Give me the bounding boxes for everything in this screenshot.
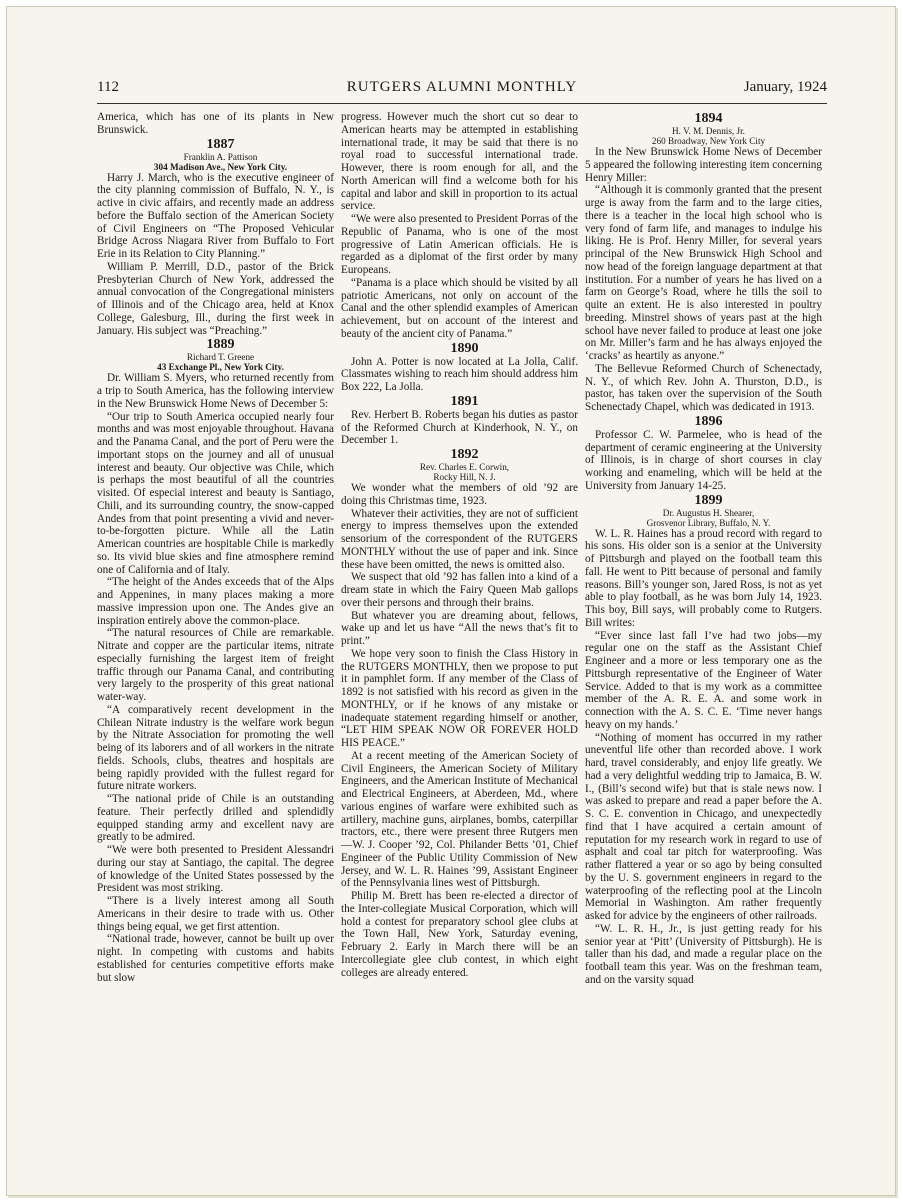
class-year-heading: 1890: [450, 340, 479, 356]
issue-date: January, 1924: [743, 79, 827, 95]
news-paragraph: “W. L. R. H., Jr., is just getting ready for his senior year at ‘Pitt’ (University of Pittsburgh). He is taller than his dad, and made a regular place on the football team this year. Was on the freshman team, and on the varsity squad: [585, 922, 822, 986]
news-paragraph: Rev. Herbert B. Roberts began his duties as pastor of the Reformed Church at Kinderhook, N. Y., on December 1.: [341, 408, 578, 447]
class-year-heading: 1892: [450, 447, 479, 462]
column-middle: [341, 111, 578, 979]
news-paragraph: “Panama is a place which should be visited by all patriotic Americans, not only on account of the Canal and the other splendid examples of American achievement, but on account of the interest and beauty of the ancient city of Panama.”: [341, 276, 578, 340]
class-year-heading: 1899: [694, 492, 723, 508]
news-paragraph: Whatever their activities, they are not of sufficient energy to impress themselves upon the extended sensorium of the correspondent of the RUTGERS MONTHLY without the use of paper and ink. Since these have been omitted, the news is omitted also.: [341, 507, 578, 571]
news-paragraph: We hope very soon to finish the Class History in the RUTGERS MONTHLY, then we propose to put it in pamphlet form. If any member of the Class of 1892 is not satisfied with his record as given in the MONTHLY, or if he knows of any mistake or inadequate statement regarding himself or another, “LET HIM SPEAK NOW OR FOREVER HOLD HIS PEACE.”: [341, 647, 578, 749]
class-secretary-name: H. V. M. Dennis, Jr.: [672, 126, 745, 136]
news-paragraph: William P. Merrill, D.D., pastor of the Brick Presbyterian Church of New York, addressed the annual convocation of the Congregational ministers of Illinois and of the Chicago area, held at Knox College, Galesburg, Ill., during the first week in January. His subject was “Preaching.”: [97, 260, 334, 337]
news-paragraph: The Bellevue Reformed Church of Schenectady, N. Y., of which Rev. John A. Thurston, D.D., is pastor, has taken over the supervision of the South Schenectady Chapel, which was dedicated in 1913.: [585, 362, 822, 413]
news-paragraph: We wonder what the members of old ’92 are doing this Christmas time, 1923.: [341, 482, 578, 507]
header-rule: [97, 103, 827, 104]
news-paragraph: “The natural resources of Chile are remarkable. Nitrate and copper are the particular items, nitrate especially furnishing the largest item of freight traffic through our Panama Canal, and contributing very largely to the prosperity of this great national water-way.: [97, 627, 334, 703]
class-secretary-address: Rocky Hill, N. J.: [433, 472, 496, 482]
news-paragraph: Harry J. March, who is the executive engineer of the city planning commission of Buffalo, N. Y., is active in civic affairs, and recently made an address before the Buffalo section of the American Society of Civil Engineers on “The Proposed Vehicular Bridge Across Niagara River from Buffalo to Fort Erie in its Relation to City Planning.”: [97, 171, 334, 260]
news-paragraph: At a recent meeting of the American Society of Civil Engineers, the American Society of Military Engineers, and the American Institute of Mechanical and Electrical Engineers, at Aberdeen, Md., where various engines of warfare were exhibited such as artillery, machine guns, airplanes, bombs, caterpillar tractors, etc., there were present three Rutgers men—W. J. Cooper ’92, Col. Philander Betts ’01, Chief Engineer of the Public Utility Commission of New Jersey, and W. L. R. Haines ’99, Assistant Engineer of the Pennsylvania lines west of Pittsburgh.: [341, 749, 578, 890]
news-paragraph: “A comparatively recent development in the Chilean Nitrate industry is the welfare work begun by the Nitrate Association for promoting the well being of its laborers and of all workers in the nitrate fields. Schools, clubs, theatres and hospitals are being rapidly provided with the fullest regard for future nitrate workers.: [97, 703, 334, 793]
news-paragraph: Professor C. W. Parmelee, who is head of the department of ceramic engineering at the University of Illinois, is in charge of short courses in clay working and enameling, which will be held at the University from January 14-25.: [585, 428, 822, 492]
news-paragraph: America, which has one of its plants in New Brunswick.: [97, 111, 334, 136]
news-paragraph: “The height of the Andes exceeds that of the Alps and Appenines, in many places making a more massive impression upon one. The Andes give an inspiration entirely above the common-place.: [97, 576, 334, 627]
column-right: [585, 111, 822, 987]
news-paragraph: “Nothing of moment has occurred in my rather uneventful life other than recorded above. I work hard, travel considerably, and enjoy life greatly. We had a very delightful wedding trip to Jamaica, B. W. I., (Bill’s second wife) but that is stale news now. I was asked to prepare and read a paper before the A. S. C. E. convention in Chicago, and unexpectedly find that I have acquired a certain amount of reputation for my research work in regard to use of asphalt and coal tar pitch for waterproofing. Was rather flattered a year or so ago by being consulted by the U. S. government engineers in regard to the waterproofing of the reflecting pool at the Lincoln Memorial in Washington. Am rather frequently asked for advice by the engineers of other railroads.: [585, 731, 822, 922]
magazine-page: [6, 6, 896, 1196]
news-paragraph: “We were also presented to President Porras of the Republic of Panama, who is one of the most progressive of Latin American officials. He is regarded as a diplomat of the first order by many Europeans.: [341, 213, 578, 276]
news-paragraph: “The national pride of Chile is an outstanding feature. Their perfectly drilled and splendidly equipped standing army and excellent navy are greatly to be admired.: [97, 793, 334, 844]
class-secretary-address: 304 Madison Ave., New York City.: [153, 161, 288, 172]
class-year-heading: 1896: [694, 413, 723, 429]
class-year-heading: 1894: [694, 111, 723, 126]
news-paragraph: Dr. William S. Myers, who returned recently from a trip to South America, has the following interview in the New Brunswick Home News of December 5:: [97, 372, 334, 410]
news-paragraph: Philip M. Brett has been re-elected a director of the Inter-collegiate Musical Corporation, which will hold a contest for preparatory school glee clubs at the Town Hall, New York, Saturday evening, February 2. Early in March there will be an Intercollegiate glee club contest, in which eight colleges are already entered.: [341, 890, 578, 979]
news-paragraph: “Ever since last fall I’ve had two jobs—my regular one on the staff as the Assistant Chief Engineer and a more or less temporary one as the Pittsburgh representative of the Engineer of Water Service. Added to that is my work as a committee member of the A. R. E. A. and some work in connection with the A. S. C. E. ‘Time never hangs heavy on my hands.’: [585, 629, 822, 731]
news-paragraph: W. L. R. Haines has a proud record with regard to his sons. His older son is a senior at the University of Pittsburgh and played on the football team this fall. He went to Pitt because of personal and family reasons. Bill’s younger son, Jared Ross, is not as yet able to play football, as he was born July 14, 1923. This boy, Bill says, will probably come to Rutgers. Bill writes:: [585, 527, 822, 629]
class-secretary-name: Franklin A. Pattison: [183, 151, 258, 162]
class-secretary-address: Grosvenor Library, Buffalo, N. Y.: [646, 517, 771, 528]
news-paragraph: progress. However much the short cut so dear to American hearts may be attempted in establishing international trade, it may be said that there is no royal road to successful international trade. However, there is room enough for all, and the North American will find a welcome both for his capital and labor and skill in proportion to its actual service.: [341, 111, 578, 213]
class-year-heading: 1891: [450, 393, 479, 409]
class-secretary-name: Rev. Charles E. Corwin,: [419, 462, 510, 472]
news-paragraph: “We were both presented to President Alessandri during our stay at Santiago, the capital. The degree of knowledge of the United States possessed by the President was most striking.: [97, 844, 334, 895]
news-paragraph: But whatever you are dreaming about, fellows, wake up and let us have “All the news that’s fit to print.”: [341, 609, 578, 647]
page-number: 112: [97, 79, 119, 95]
class-secretary-address: 260 Broadway, New York City: [651, 136, 766, 146]
news-paragraph: We suspect that old ’92 has fallen into a kind of a dream state in which the Fairy Queen Mab gallops over their persons and through their brains.: [341, 571, 578, 609]
class-secretary-name: Dr. Augustus H. Shearer,: [662, 507, 755, 518]
column-left: [97, 111, 334, 984]
class-year-heading: 1889: [206, 337, 235, 353]
news-paragraph: “There is a lively interest among all South Americans in their desire to trade with us. Other things being equal, we get first attention.: [97, 895, 334, 933]
class-secretary-address: 43 Exchange Pl., New York City.: [157, 362, 284, 373]
news-paragraph: John A. Potter is now located at La Jolla, Calif. Classmates wishing to reach him should address him Box 222, La Jolla.: [341, 355, 578, 393]
news-paragraph: In the New Brunswick Home News of December 5 appeared the following interesting item concerning Henry Miller:: [585, 146, 822, 184]
news-paragraph: “National trade, however, cannot be built up over night. In competing with customs and habits established for centuries competitive efforts make but slow: [97, 933, 334, 984]
running-header: [97, 79, 827, 99]
publication-title: RUTGERS ALUMNI MONTHLY: [346, 79, 578, 95]
class-secretary-name: Richard T. Greene: [186, 352, 255, 363]
news-paragraph: “Our trip to South America occupied nearly four months and was most enjoyable throughout. Havana and the Panama Canal, and the port of Peru were the important stops on the journey and all of unusual interest and beauty. Our objective was Chile, which is perhaps the most beautiful of all the countries visited. Of especial interest and beauty is Santiago, Chili, and its surrounding country, the snow-capped Andes from that point presenting a vivid and never-to-be-forgotten picture. While all the Latin American countries are hospitable Chile is markedly so. Its vivid blue skies and fine atmosphere remind one of California and of Italy.: [97, 410, 334, 576]
class-year-heading: 1887: [206, 136, 235, 152]
news-paragraph: “Although it is commonly granted that the present urge is away from the farm and to the large cities, there is a teacher in the local high school who is very fond of farm life, and manages to indulge his liking. He is Prof. Henry Miller, for several years principal of the New Brunswick High School and now head of the foreign language department at that institution. For a number of years he has lived on a farm on George’s Road, where he tills the soil to quite an extent. He is also interested in poultry breeding. Minstrel shows of years past at the high school have never failed to produce at least one joke on Mr. Miller’s farm and he has always enjoyed the ‘cracks’ as heartily as anyone.”: [585, 184, 822, 362]
